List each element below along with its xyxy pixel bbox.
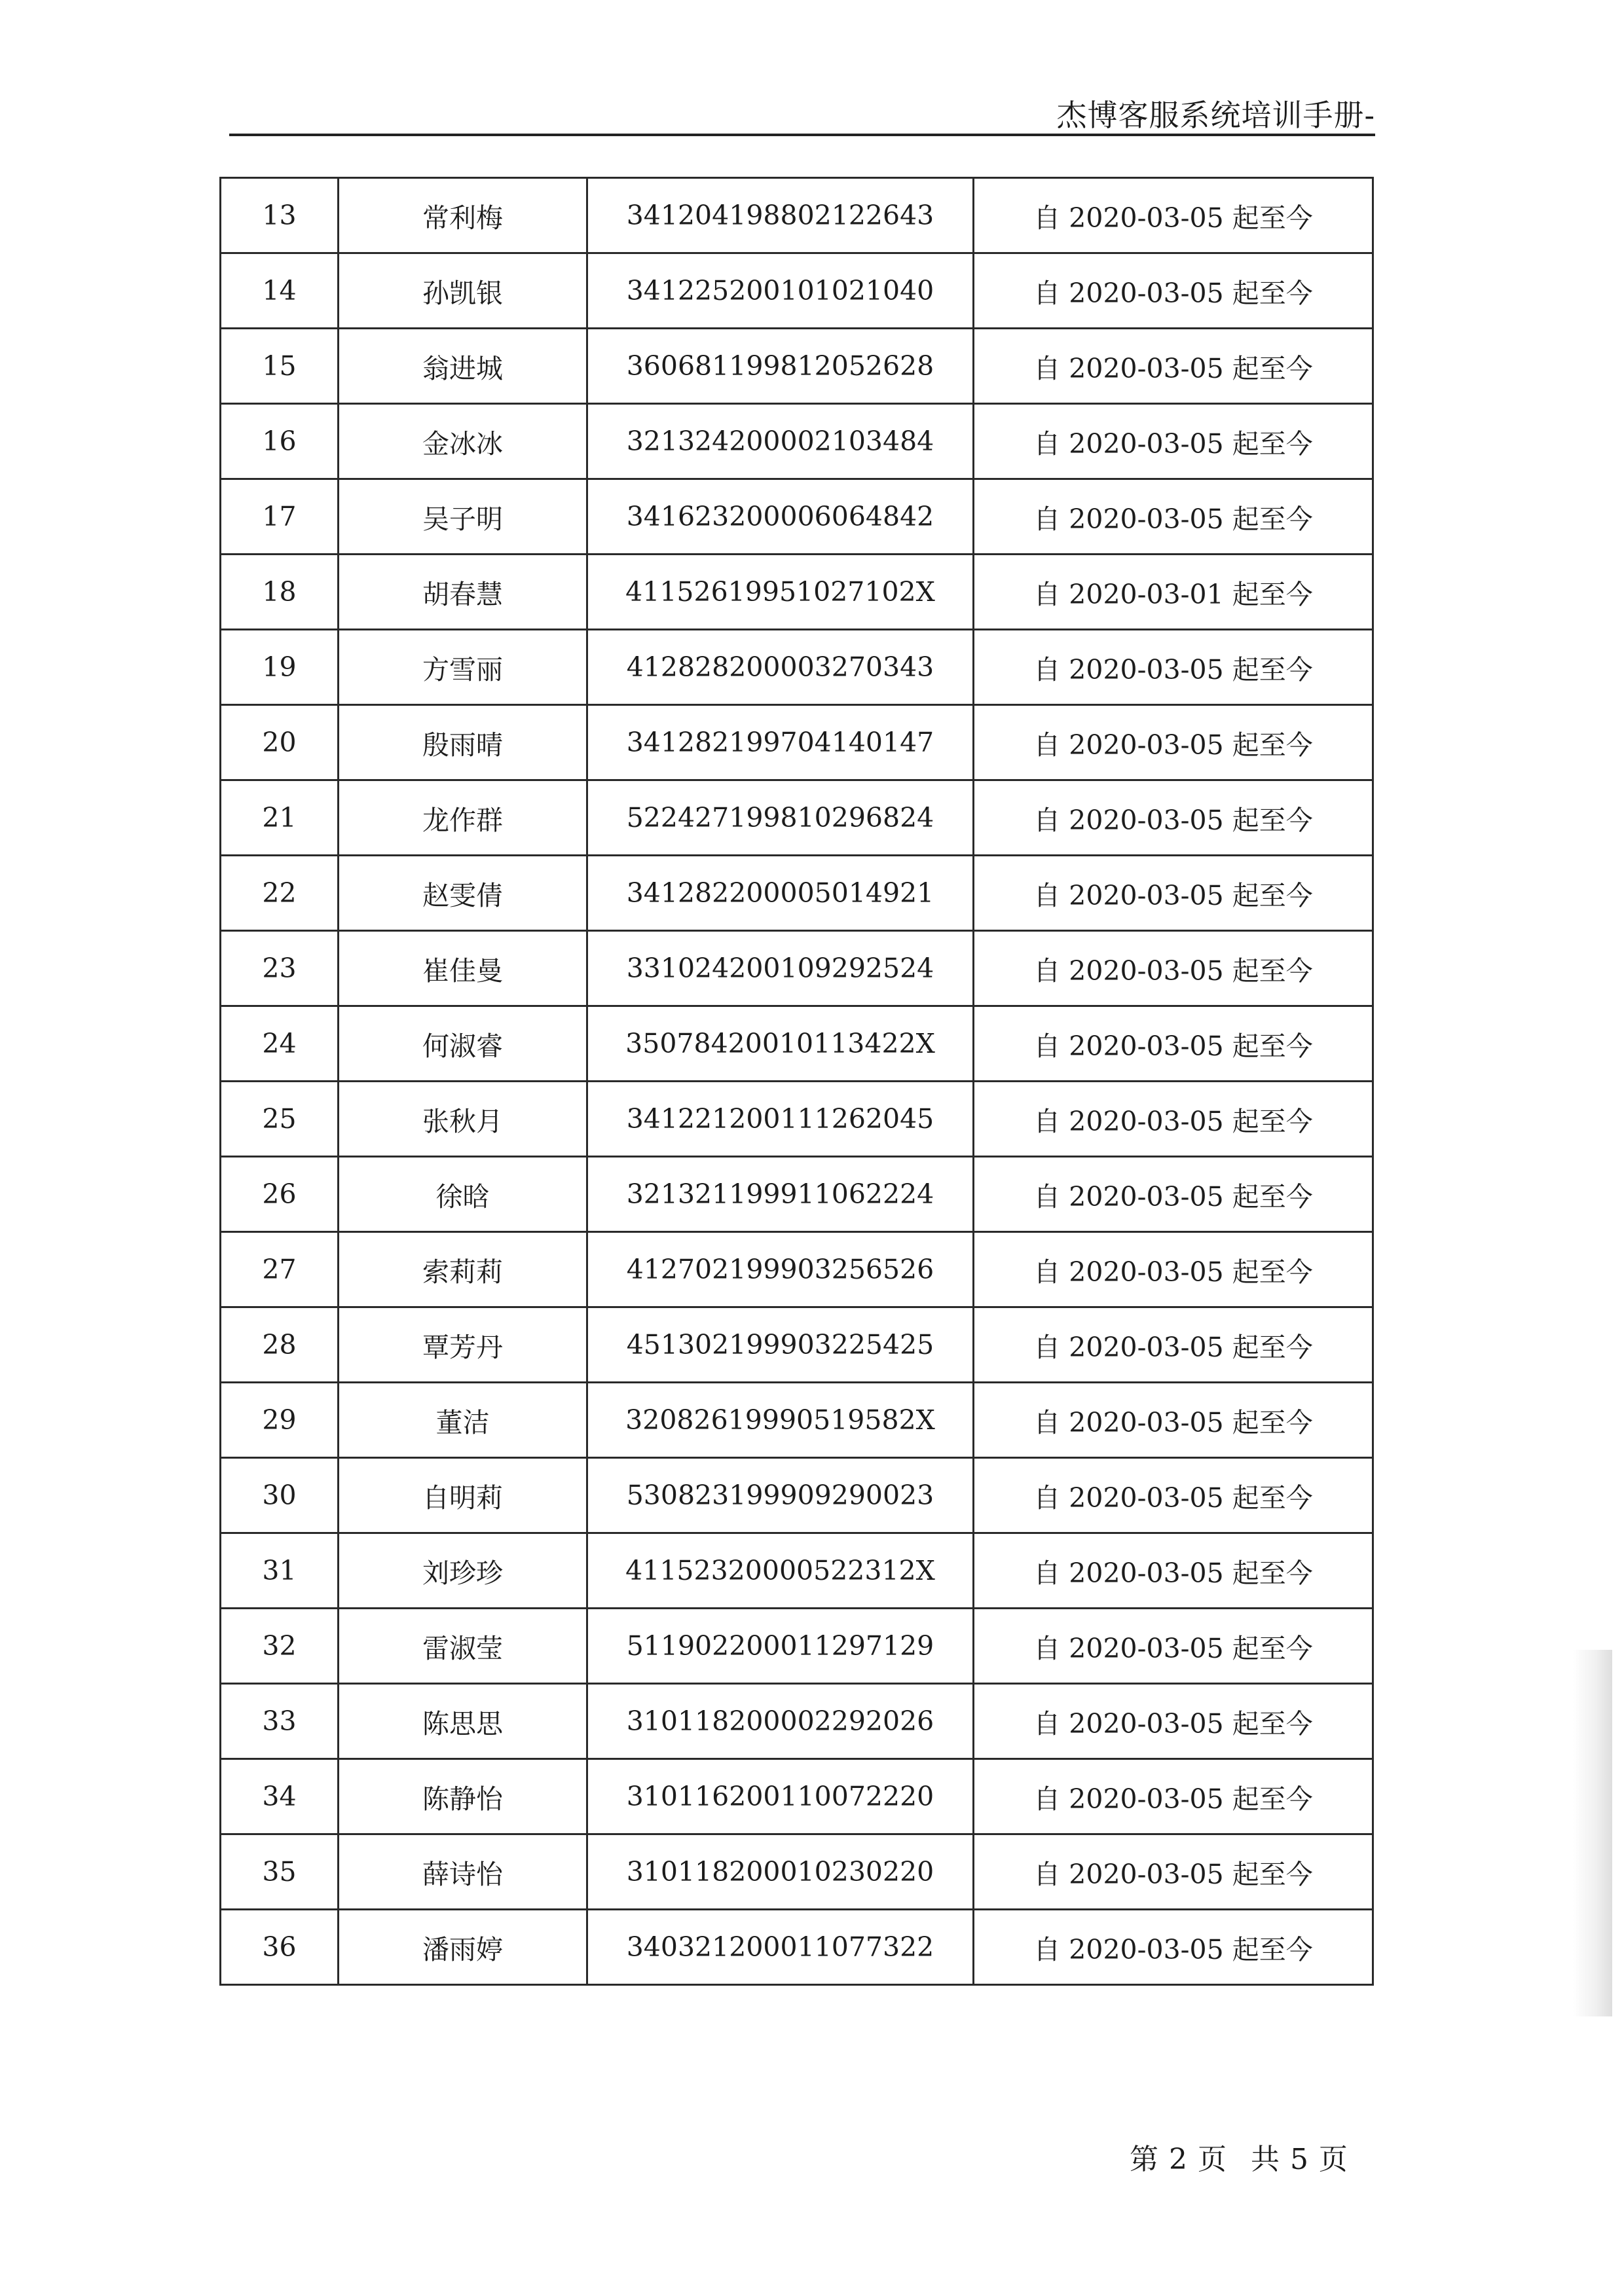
row-number-cell: 36 bbox=[221, 1910, 339, 1985]
name-cell: 自明莉 bbox=[339, 1458, 587, 1533]
name-cell: 金冰冰 bbox=[339, 404, 587, 479]
table-row bbox=[221, 253, 1373, 329]
name-cell: 方雪丽 bbox=[339, 630, 587, 705]
employment-period-cell: 自 2020-03-05 起至今 bbox=[974, 404, 1373, 479]
employment-period-cell: 自 2020-03-05 起至今 bbox=[974, 329, 1373, 404]
row-number-cell: 13 bbox=[221, 178, 339, 253]
row-number-cell: 21 bbox=[221, 780, 339, 856]
row-number-cell: 28 bbox=[221, 1307, 339, 1383]
id-number-cell: 340321200011077322 bbox=[587, 1910, 974, 1985]
row-number-cell: 33 bbox=[221, 1684, 339, 1759]
employment-period-cell: 自 2020-03-05 起至今 bbox=[974, 1307, 1373, 1383]
employment-period-cell: 自 2020-03-05 起至今 bbox=[974, 931, 1373, 1006]
row-number-cell: 16 bbox=[221, 404, 339, 479]
table-row bbox=[221, 931, 1373, 1006]
name-cell: 吴子明 bbox=[339, 479, 587, 555]
row-number-cell: 30 bbox=[221, 1458, 339, 1533]
row-number-cell: 20 bbox=[221, 705, 339, 780]
employment-period-cell: 自 2020-03-05 起至今 bbox=[974, 1759, 1373, 1834]
employment-period-cell: 自 2020-03-05 起至今 bbox=[974, 1232, 1373, 1307]
row-number-cell: 24 bbox=[221, 1006, 339, 1082]
id-number-cell: 341282199704140147 bbox=[587, 705, 974, 780]
page-number: 第 2 页 bbox=[1130, 2143, 1227, 2176]
employment-period-cell: 自 2020-03-05 起至今 bbox=[974, 1383, 1373, 1458]
staff-roster-body bbox=[221, 178, 1373, 1985]
id-number-cell: 341282200005014921 bbox=[587, 856, 974, 931]
name-cell: 翁进城 bbox=[339, 329, 587, 404]
id-number-cell: 341204198802122643 bbox=[587, 178, 974, 253]
table-row bbox=[221, 1759, 1373, 1834]
employment-period-cell: 自 2020-03-05 起至今 bbox=[974, 780, 1373, 856]
row-number-cell: 22 bbox=[221, 856, 339, 931]
id-number-cell: 331024200109292524 bbox=[587, 931, 974, 1006]
employment-period-cell: 自 2020-03-05 起至今 bbox=[974, 1533, 1373, 1609]
name-cell: 刘珍珍 bbox=[339, 1533, 587, 1609]
name-cell: 董洁 bbox=[339, 1383, 587, 1458]
employment-period-cell: 自 2020-03-05 起至今 bbox=[974, 178, 1373, 253]
name-cell: 陈思思 bbox=[339, 1684, 587, 1759]
name-cell: 索莉莉 bbox=[339, 1232, 587, 1307]
id-number-cell: 412702199903256526 bbox=[587, 1232, 974, 1307]
table-row bbox=[221, 1533, 1373, 1609]
table-row bbox=[221, 630, 1373, 705]
id-number-cell: 341221200111262045 bbox=[587, 1082, 974, 1157]
id-number-cell: 35078420010113422X bbox=[587, 1006, 974, 1082]
table-row bbox=[221, 1458, 1373, 1533]
table-row bbox=[221, 178, 1373, 253]
row-number-cell: 19 bbox=[221, 630, 339, 705]
id-number-cell: 310118200010230220 bbox=[587, 1834, 974, 1910]
id-number-cell: 32082619990519582X bbox=[587, 1383, 974, 1458]
employment-period-cell: 自 2020-03-05 起至今 bbox=[974, 1910, 1373, 1985]
table-row bbox=[221, 404, 1373, 479]
table-row bbox=[221, 856, 1373, 931]
id-number-cell: 360681199812052628 bbox=[587, 329, 974, 404]
id-number-cell: 511902200011297129 bbox=[587, 1609, 974, 1684]
name-cell: 龙作群 bbox=[339, 780, 587, 856]
id-number-cell: 341623200006064842 bbox=[587, 479, 974, 555]
row-number-cell: 31 bbox=[221, 1533, 339, 1609]
id-number-cell: 530823199909290023 bbox=[587, 1458, 974, 1533]
name-cell: 何淑睿 bbox=[339, 1006, 587, 1082]
table-row bbox=[221, 479, 1373, 555]
name-cell: 赵雯倩 bbox=[339, 856, 587, 931]
employment-period-cell: 自 2020-03-05 起至今 bbox=[974, 705, 1373, 780]
name-cell: 雷淑莹 bbox=[339, 1609, 587, 1684]
id-number-cell: 451302199903225425 bbox=[587, 1307, 974, 1383]
name-cell: 覃芳丹 bbox=[339, 1307, 587, 1383]
table-row bbox=[221, 1006, 1373, 1082]
name-cell: 张秋月 bbox=[339, 1082, 587, 1157]
table-row bbox=[221, 329, 1373, 404]
name-cell: 殷雨晴 bbox=[339, 705, 587, 780]
name-cell: 徐晗 bbox=[339, 1157, 587, 1232]
table-row bbox=[221, 1910, 1373, 1985]
row-number-cell: 23 bbox=[221, 931, 339, 1006]
document-header-title: 杰博客服系统培训手册- bbox=[1056, 98, 1375, 133]
row-number-cell: 29 bbox=[221, 1383, 339, 1458]
row-number-cell: 18 bbox=[221, 555, 339, 630]
id-number-cell: 321324200002103484 bbox=[587, 404, 974, 479]
name-cell: 陈静怡 bbox=[339, 1759, 587, 1834]
table-row bbox=[221, 1157, 1373, 1232]
id-number-cell: 522427199810296824 bbox=[587, 780, 974, 856]
employment-period-cell: 自 2020-03-05 起至今 bbox=[974, 253, 1373, 329]
staff-roster-table bbox=[219, 177, 1374, 1986]
name-cell: 潘雨婷 bbox=[339, 1910, 587, 1985]
name-cell: 崔佳曼 bbox=[339, 931, 587, 1006]
row-number-cell: 35 bbox=[221, 1834, 339, 1910]
scan-edge-shadow bbox=[1573, 1650, 1612, 2016]
row-number-cell: 17 bbox=[221, 479, 339, 555]
employment-period-cell: 自 2020-03-05 起至今 bbox=[974, 630, 1373, 705]
row-number-cell: 27 bbox=[221, 1232, 339, 1307]
table-row bbox=[221, 1684, 1373, 1759]
id-number-cell: 412828200003270343 bbox=[587, 630, 974, 705]
table-row bbox=[221, 1609, 1373, 1684]
employment-period-cell: 自 2020-03-05 起至今 bbox=[974, 1684, 1373, 1759]
employment-period-cell: 自 2020-03-05 起至今 bbox=[974, 1006, 1373, 1082]
id-number-cell: 310118200002292026 bbox=[587, 1684, 974, 1759]
id-number-cell: 321321199911062224 bbox=[587, 1157, 974, 1232]
name-cell: 胡春慧 bbox=[339, 555, 587, 630]
table-row bbox=[221, 1307, 1373, 1383]
employment-period-cell: 自 2020-03-05 起至今 bbox=[974, 1609, 1373, 1684]
page-total: 共 5 页 bbox=[1250, 2143, 1348, 2176]
header-divider bbox=[229, 134, 1375, 136]
table-row bbox=[221, 1834, 1373, 1910]
employment-period-cell: 自 2020-03-05 起至今 bbox=[974, 1458, 1373, 1533]
employment-period-cell: 自 2020-03-05 起至今 bbox=[974, 1157, 1373, 1232]
row-number-cell: 15 bbox=[221, 329, 339, 404]
name-cell: 薛诗怡 bbox=[339, 1834, 587, 1910]
employment-period-cell: 自 2020-03-05 起至今 bbox=[974, 479, 1373, 555]
table-row bbox=[221, 1383, 1373, 1458]
employment-period-cell: 自 2020-03-05 起至今 bbox=[974, 1834, 1373, 1910]
id-number-cell: 341225200101021040 bbox=[587, 253, 974, 329]
row-number-cell: 14 bbox=[221, 253, 339, 329]
table-row bbox=[221, 705, 1373, 780]
name-cell: 常利梅 bbox=[339, 178, 587, 253]
page-footer bbox=[1130, 2136, 1348, 2178]
name-cell: 孙凯银 bbox=[339, 253, 587, 329]
employment-period-cell: 自 2020-03-01 起至今 bbox=[974, 555, 1373, 630]
id-number-cell: 41152619951027102X bbox=[587, 555, 974, 630]
table-row bbox=[221, 1082, 1373, 1157]
table-row bbox=[221, 555, 1373, 630]
row-number-cell: 25 bbox=[221, 1082, 339, 1157]
id-number-cell: 41152320000522312X bbox=[587, 1533, 974, 1609]
table-row bbox=[221, 780, 1373, 856]
id-number-cell: 310116200110072220 bbox=[587, 1759, 974, 1834]
row-number-cell: 26 bbox=[221, 1157, 339, 1232]
employment-period-cell: 自 2020-03-05 起至今 bbox=[974, 856, 1373, 931]
row-number-cell: 32 bbox=[221, 1609, 339, 1684]
employment-period-cell: 自 2020-03-05 起至今 bbox=[974, 1082, 1373, 1157]
row-number-cell: 34 bbox=[221, 1759, 339, 1834]
table-row bbox=[221, 1232, 1373, 1307]
